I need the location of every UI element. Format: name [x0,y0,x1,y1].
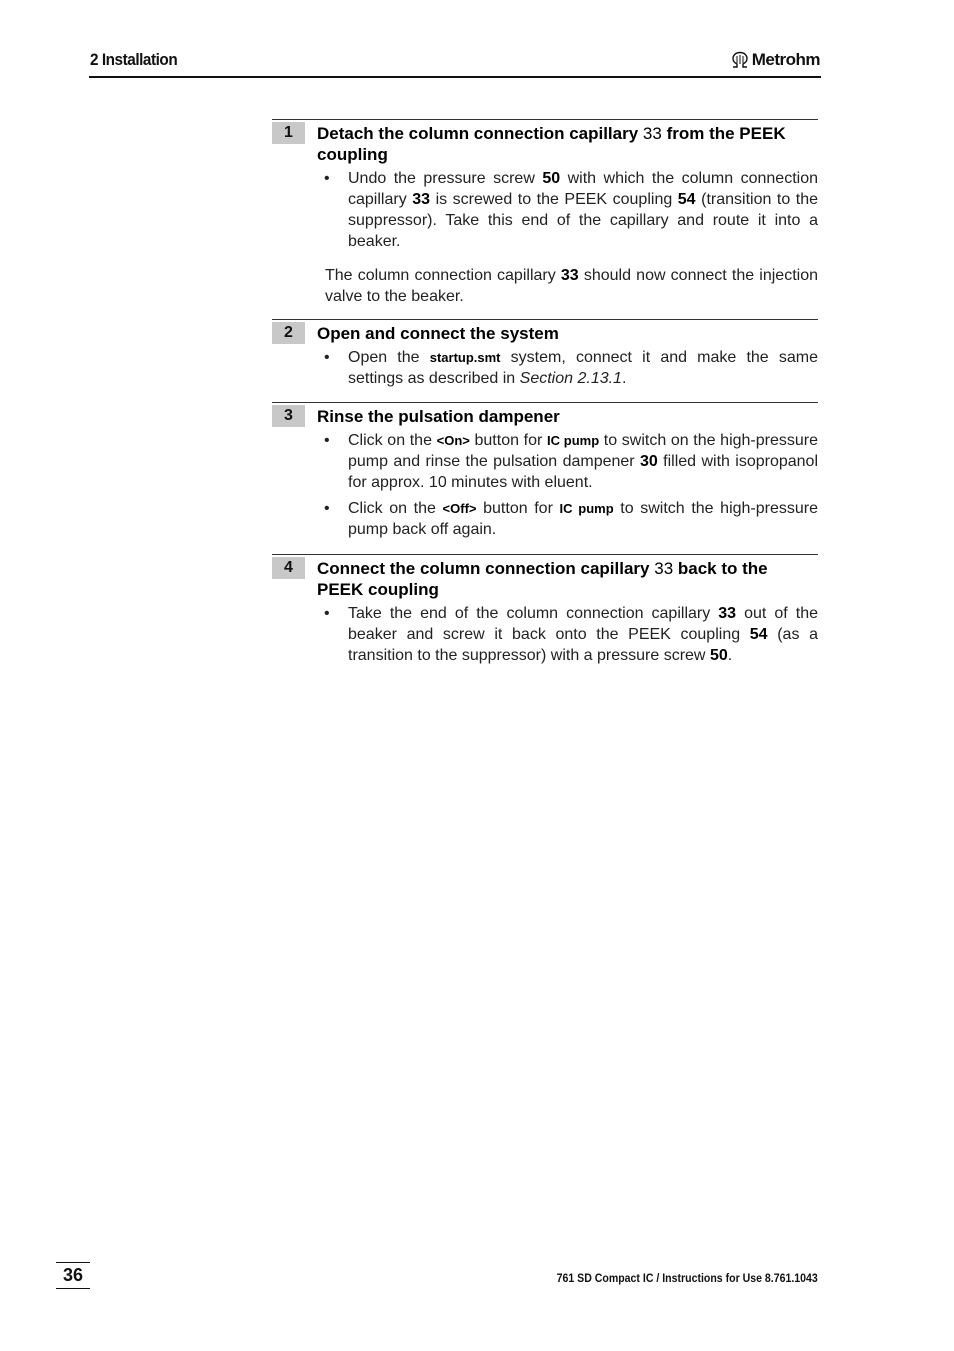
omega-logo-icon [730,51,750,69]
bullet-list [324,347,818,389]
bullet-list [324,430,818,540]
step-number: 3 [272,405,305,427]
step-number: 2 [272,322,305,344]
step-number: 4 [272,557,305,579]
page-number: 36 [56,1262,90,1289]
list-item: • Take the end of the column connection capillary 33 out of the beaker and screw it back onto the PEEK coupling 54 (as a transition to the suppressor) with a pressure screw 50. [324,603,818,666]
footer-doc-title: 761 SD Compact IC / Instructions for Use 8.761.1043 [556,1271,818,1285]
step-title: Detach the column connection capillary 33 from the PEEK coupling [317,124,786,164]
bullet-list [324,168,818,252]
step-title: Connect the column connection capillary 33 back to the PEEK coupling [317,559,768,599]
bullet-list [324,603,818,666]
section-header: 2 Installation [90,50,178,69]
list-item: • Click on the <On> button for IC pump to switch on the high-pressure pump and rinse the pulsation dampener 30 filled with isopropanol for approx. 10 minutes with eluent. [324,430,818,493]
brand-name: Metrohm [751,50,820,69]
step-number: 1 [272,122,305,144]
step-3 [272,402,818,545]
step-title: Open and connect the system [317,324,559,343]
brand-logo [730,50,820,70]
step-title: Rinse the pulsation dampener [317,407,560,426]
step-2 [272,319,818,394]
note-paragraph: The column connection capillary 33 should now connect the injection valve to the beaker. [325,267,818,305]
list-item: • Click on the <Off> button for IC pump to switch the high-pressure pump back off again. [324,498,818,540]
step-4 [272,554,818,671]
list-item: • Open the startup.smt system, connect it and make the same settings as described in Section 2.13.1. [324,347,818,389]
header-rule [89,76,821,78]
list-item: • Undo the pressure screw 50 with which the column connection capillary 33 is screwed to the PEEK coupling 54 (transition to the suppressor). Take this end of the capillary and route it into a beaker. [324,168,818,252]
step-1 [272,119,818,307]
